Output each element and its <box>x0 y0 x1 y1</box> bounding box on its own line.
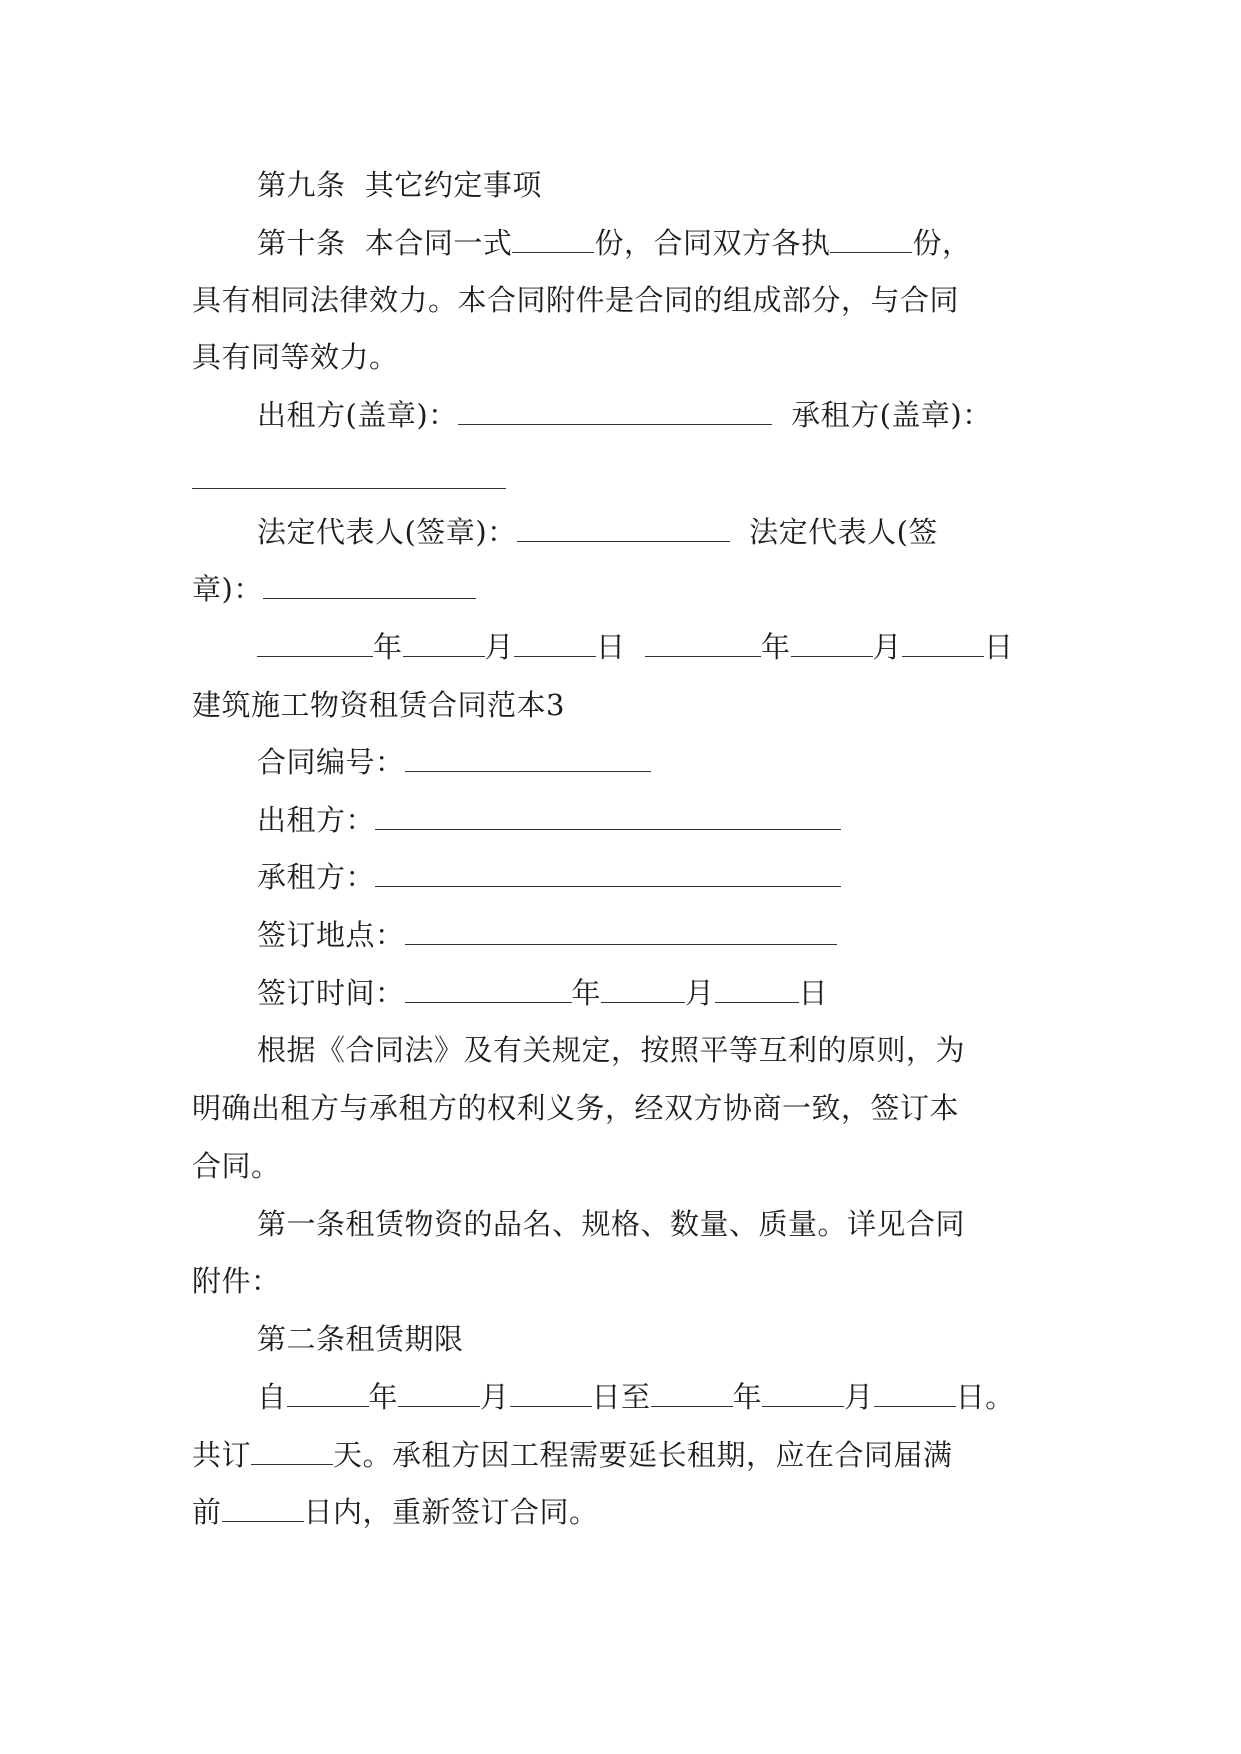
date2-month-blank <box>791 630 873 657</box>
lease-period-line <box>257 1377 1072 1417</box>
article-10-line-3 <box>192 337 1072 377</box>
section-title: 建筑施工物资租赁合同范本3 <box>192 688 565 722</box>
article-10-line-2 <box>192 280 1072 320</box>
year-label: 年 <box>373 630 403 664</box>
lease-to-label: 日至 <box>591 1380 651 1414</box>
lease-from-label: 自 <box>257 1380 287 1414</box>
lease-end-label: 日。 <box>955 1380 1015 1414</box>
month-label: 月 <box>685 976 715 1010</box>
lessor-representative-label: 法定代表人(签章)： <box>257 515 517 549</box>
preamble-line-3 <box>192 1146 1072 1186</box>
preamble-text-1: 根据《合同法》及有关规定，按照平等互利的原则，为 <box>257 1033 966 1067</box>
signing-time-label: 签订时间： <box>257 976 405 1010</box>
article-10-text-a: 第十条 本合同一式 <box>257 226 513 260</box>
article-10-text-b: 份，合同双方各执 <box>594 226 831 260</box>
representative-line-1 <box>257 512 1072 552</box>
lessee-representative-label: 法定代表人(签 <box>749 515 938 549</box>
lessee-seal-label: 承租方(盖章)： <box>791 398 992 432</box>
month-label: 月 <box>872 630 903 664</box>
lessor-line <box>257 800 1072 840</box>
lessor-blank <box>375 803 841 830</box>
year-label: 年 <box>760 630 791 664</box>
signing-time-line <box>257 973 1072 1013</box>
start-month-blank <box>398 1380 480 1407</box>
article-10-line-1 <box>257 223 1072 263</box>
article-10-text-d: 具有相同法律效力。本合同附件是合同的组成部分，与合同 <box>192 283 960 317</box>
article-1-line-2 <box>192 1261 1072 1301</box>
article-2-title: 第二条租赁期限 <box>257 1322 464 1356</box>
lessee-seal-blank <box>192 488 506 489</box>
total-days-blank <box>251 1438 333 1465</box>
article-10-text-e: 具有同等效力。 <box>192 340 399 374</box>
signing-place-line <box>257 915 1072 955</box>
lessee-representative-blank <box>263 572 476 599</box>
total-days-label: 共订 <box>192 1438 252 1472</box>
renewal-before-label: 前 <box>192 1495 222 1529</box>
year-label: 年 <box>571 976 602 1010</box>
renewal-line <box>192 1492 1072 1532</box>
signing-place-label: 签订地点： <box>257 918 405 952</box>
day-label: 日 <box>798 976 829 1010</box>
start-year-blank <box>287 1380 369 1407</box>
contract-number-line <box>257 742 1072 782</box>
lessor-seal-blank <box>458 398 772 425</box>
preamble-text-3: 合同。 <box>192 1149 281 1183</box>
lessor-label: 出租方： <box>257 803 376 837</box>
article-1-line-1 <box>257 1204 1072 1244</box>
preamble-text-2: 明确出租方与承租方的权利义务，经双方协商一致，签订本 <box>192 1091 960 1125</box>
end-month-blank <box>762 1380 844 1407</box>
lessor-seal-label: 出租方(盖章)： <box>257 398 458 432</box>
end-year-blank <box>651 1380 733 1407</box>
date2-day-blank <box>902 630 984 657</box>
article-10-text-c: 份， <box>912 226 972 260</box>
month-label: 月 <box>480 1380 510 1414</box>
signing-day-blank <box>715 976 799 1003</box>
date1-year-blank <box>257 630 373 657</box>
end-day-blank <box>874 1380 956 1407</box>
article-2-title-line <box>257 1319 1072 1359</box>
article-9-text: 第九条 其它约定事项 <box>257 168 542 202</box>
start-day-blank <box>510 1380 592 1407</box>
lease-days-line <box>192 1435 1072 1475</box>
section-title-line <box>192 685 1072 725</box>
article-1-text-end: 附件： <box>192 1264 281 1298</box>
representative-line-2 <box>192 569 1072 609</box>
lessee-blank <box>375 860 841 887</box>
preamble-line-1 <box>257 1030 1072 1070</box>
signing-month-blank <box>601 976 685 1003</box>
lessee-representative-label-end: 章)： <box>192 572 263 606</box>
day-label: 日 <box>984 630 1014 664</box>
renewal-text: 日内，重新签订合同。 <box>303 1495 599 1529</box>
signing-dates-line <box>257 627 1072 667</box>
lessor-seal-line <box>257 395 1072 435</box>
signing-place-blank <box>405 918 837 945</box>
copies-each-blank <box>830 226 912 253</box>
date2-year-blank <box>645 630 761 657</box>
signing-year-blank <box>405 976 572 1003</box>
month-label: 月 <box>484 630 515 664</box>
date1-day-blank <box>514 630 596 657</box>
article-9-line <box>257 165 1072 205</box>
year-label: 年 <box>732 1380 763 1414</box>
renewal-days-blank <box>222 1495 304 1522</box>
contract-number-label: 合同编号： <box>257 745 405 779</box>
month-label: 月 <box>844 1380 874 1414</box>
article-1-text: 第一条租赁物资的品名、规格、数量、质量。详见合同 <box>257 1207 966 1241</box>
date1-month-blank <box>403 630 485 657</box>
copies-total-blank <box>512 226 594 253</box>
contract-number-blank <box>405 745 651 772</box>
lessee-label: 承租方： <box>257 860 376 894</box>
day-label: 日 <box>596 630 626 664</box>
preamble-line-2 <box>192 1088 1072 1128</box>
lessee-line <box>257 857 1072 897</box>
lessor-representative-blank <box>517 515 730 542</box>
extension-text: 天。承租方因工程需要延长租期，应在合同届满 <box>333 1438 953 1472</box>
year-label: 年 <box>368 1380 399 1414</box>
